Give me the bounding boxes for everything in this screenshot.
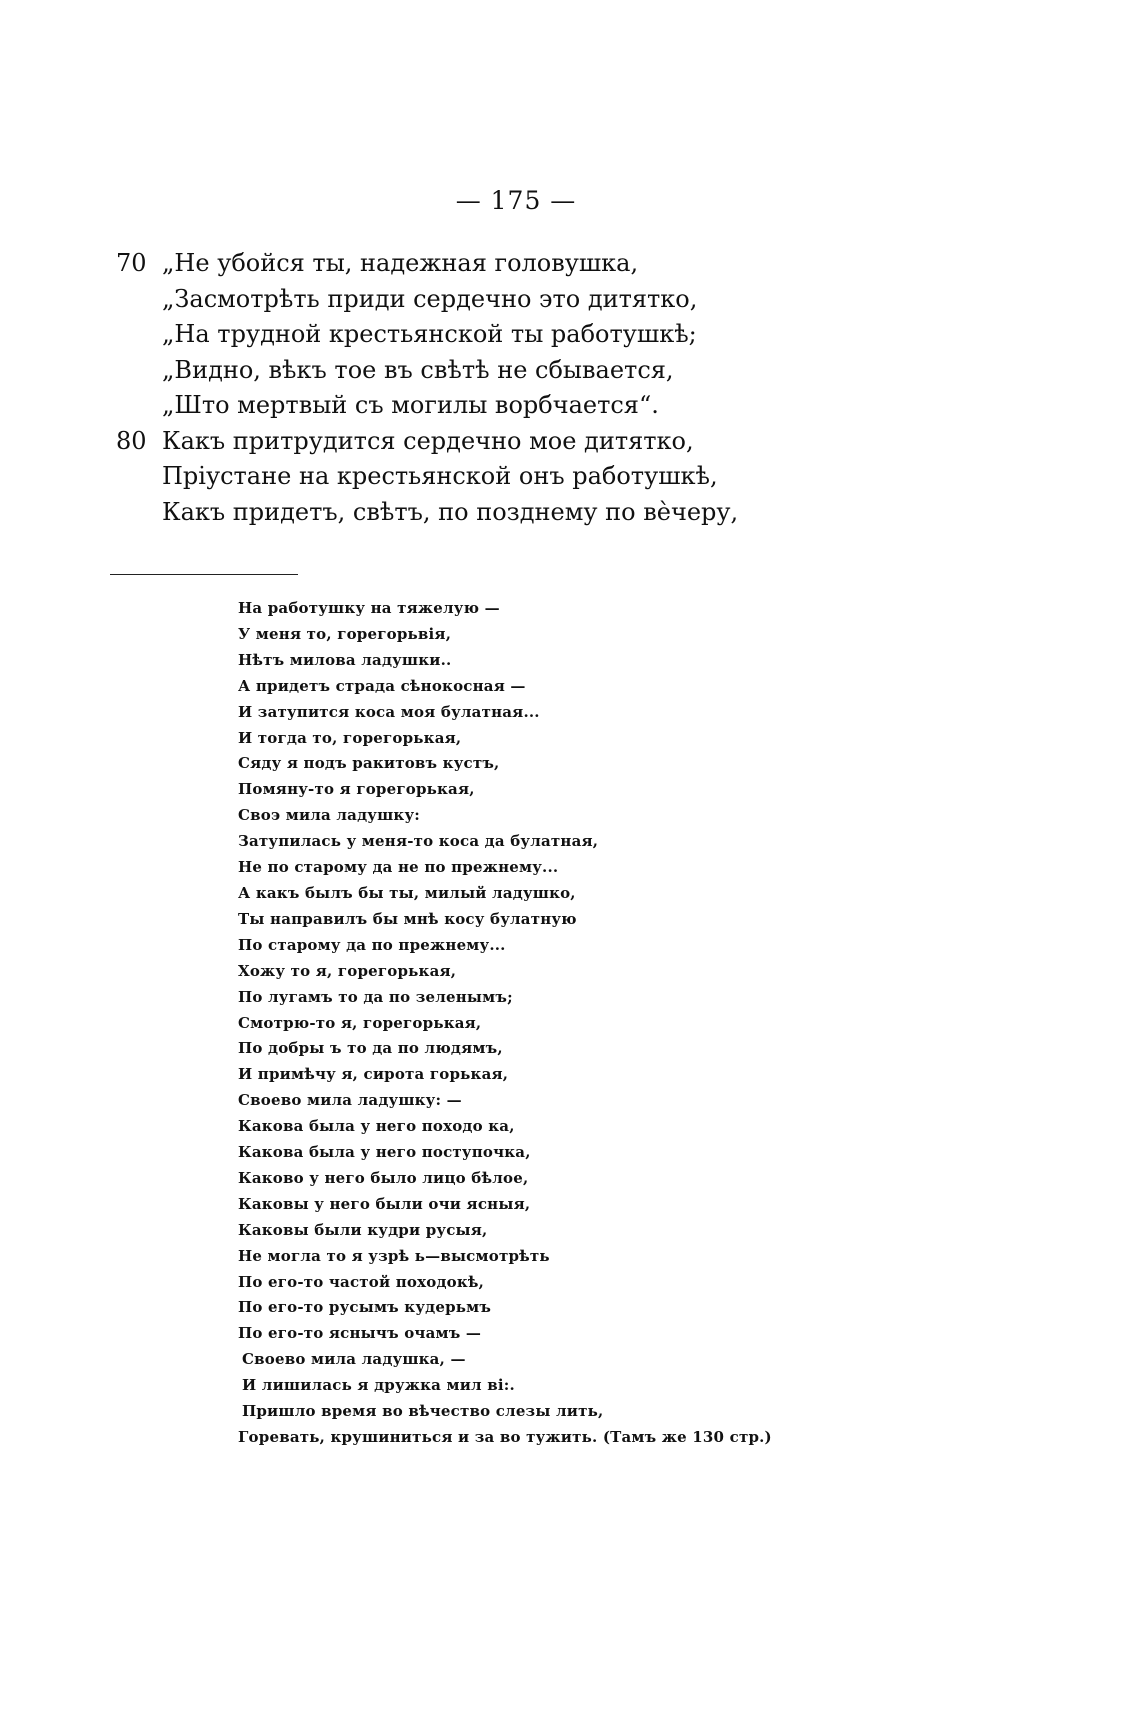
verse-line-text: „Што мертвый съ могилы ворбчается“. bbox=[162, 391, 659, 419]
footnote-line: Хожу то я, горегорькая, bbox=[238, 961, 457, 980]
footnote-line: Своэ мила ладушку: bbox=[238, 806, 420, 825]
line-number: 70 bbox=[116, 249, 147, 277]
verse-line-text: Какъ притрудится сердечно мое дитятко, bbox=[162, 426, 694, 455]
verse-line bbox=[110, 459, 870, 495]
footnote-line: Затупилась у меня-то коса да булатная, bbox=[238, 832, 599, 851]
footnote-line: А придетъ страда сѣнокосная — bbox=[238, 676, 526, 695]
footnote-line: А какъ былъ бы ты, милый ладушко, bbox=[238, 883, 576, 902]
verse-line bbox=[110, 495, 870, 531]
line-number: 80 bbox=[116, 426, 147, 455]
footnote-line: Каково у него было лицо бѣлое, bbox=[238, 1168, 529, 1187]
footnote-line: По его-то яснычъ очамъ — bbox=[238, 1324, 482, 1343]
verse-line bbox=[110, 282, 870, 318]
footnote-line: Ты направилъ бы мнѣ косу булатную bbox=[238, 909, 577, 928]
footnote-line: На работушку на тяжелую — bbox=[238, 599, 500, 617]
footnote-line: По лугамъ то да по зеленымъ; bbox=[238, 987, 513, 1006]
verse-line-text: Пріустане на крестьянской онъ работушкѣ, bbox=[162, 462, 718, 490]
verse-line-text: Какъ придетъ, свѣтъ, по позднему по вѐчеру, bbox=[162, 497, 739, 526]
footnote-line: Какова была у него поступочка, bbox=[238, 1143, 531, 1162]
footnote-line: Каковы были кудри русыя, bbox=[238, 1220, 488, 1239]
footnote-line: По добры ъ то да по людямъ, bbox=[238, 1039, 503, 1058]
verse-block bbox=[110, 246, 870, 530]
footnote-line: И тогда то, горегорькая, bbox=[238, 728, 462, 747]
footnote-line: У меня то, горегорьвія, bbox=[238, 624, 452, 643]
footnote-line: Смотрю-то я, горегорькая, bbox=[238, 1013, 482, 1032]
verse-line bbox=[110, 353, 870, 389]
verse-line bbox=[110, 388, 870, 424]
footnote-line: И примѣчу я, сирота горькая, bbox=[238, 1065, 509, 1084]
footnote-line: Нѣтъ милова ладушки.. bbox=[238, 650, 452, 669]
footnote-line: Какова была у него походо ка, bbox=[238, 1117, 515, 1136]
footnote-line: И затупится коса моя булатная... bbox=[238, 702, 540, 721]
verse-line-text: „Видно, вѣкъ тое въ свѣтѣ не сбывается, bbox=[162, 355, 674, 384]
footnote-line: Сяду я подъ ракитовъ кустъ, bbox=[238, 754, 500, 773]
footnote-line: И лишилась я дружка мил ві:. bbox=[242, 1376, 515, 1395]
footnote-block bbox=[238, 596, 798, 1451]
footnote-line: Каковы у него были очи ясныя, bbox=[238, 1194, 531, 1213]
page-number: — 175 — bbox=[455, 186, 577, 215]
footnote-line: Горевать, крушиниться и за во тужить. (Тамъ же 130 стр.) bbox=[238, 1428, 772, 1446]
footnote-line: Помяну-то я горегорькая, bbox=[238, 780, 475, 799]
verse-line-text: „На трудной крестьянской ты работушкѣ; bbox=[162, 320, 697, 348]
footnote-line: Своево мила ладушку: — bbox=[238, 1091, 462, 1110]
footnote-line: Не по старому да не по прежнему... bbox=[238, 858, 559, 877]
verse-line bbox=[110, 246, 870, 282]
verse-line-text: „Не убойся ты, надежная головушка, bbox=[162, 249, 639, 277]
verse-line-text: „Засмотрѣть приди сердечно это дитятко, bbox=[162, 284, 698, 313]
footnote-line: По его-то русымъ кудерьмъ bbox=[238, 1298, 492, 1317]
footnote-line: По его-то частой походокѣ, bbox=[238, 1272, 485, 1291]
verse-line bbox=[110, 317, 870, 353]
footnote-line: Не могла то я узрѣ ь—высмотрѣть bbox=[238, 1246, 550, 1265]
footnote-line: Своево мила ладушка, — bbox=[242, 1350, 466, 1369]
footnote-line: Пришло время во вѣчество слезы лить, bbox=[242, 1402, 604, 1421]
verse-line bbox=[110, 424, 870, 460]
footnote-divider bbox=[110, 574, 298, 575]
footnote-line: По старому да по прежнему... bbox=[238, 935, 506, 954]
